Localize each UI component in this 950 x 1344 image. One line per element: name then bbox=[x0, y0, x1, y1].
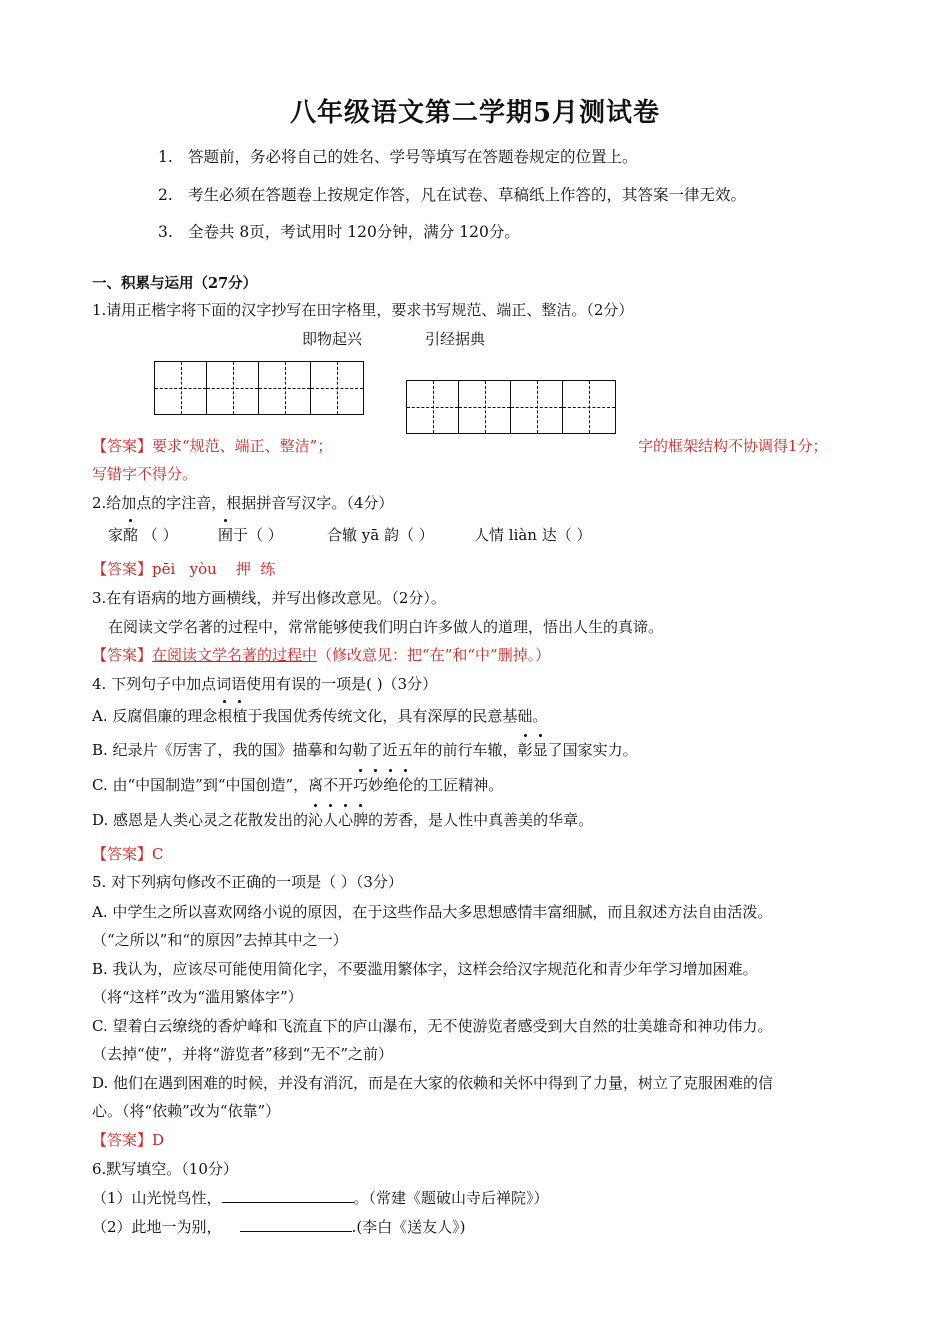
q5-option-a-note: （“之所以”和“的原因”去掉其中之一） bbox=[92, 931, 348, 949]
tian-cell[interactable] bbox=[207, 362, 259, 414]
q1-stem: 1.请用正楷字将下面的汉字抄写在田字格里，要求书写规范、端正、整洁。（2分） bbox=[92, 301, 634, 319]
tian-cell[interactable] bbox=[459, 381, 511, 433]
q1-answer-part-2: 字的框架结构不协调得1分； bbox=[638, 437, 828, 455]
q5-option-b-note: （将“这样”改为“滥用繁体字”） bbox=[92, 988, 303, 1006]
page-title: 八年级语文第二学期5月测试卷 bbox=[289, 98, 661, 128]
q4-stem: 4. 下列句子中加点词语使用有误的一项是( )（3分） bbox=[92, 675, 438, 693]
tian-grid-2[interactable] bbox=[406, 380, 616, 434]
q4-option-c: C. 由“中国制造”到“中国创造”，离不开巧妙绝伦的工匠精神。 bbox=[92, 776, 504, 794]
q2-item-3: 合辙 yā 韵（ ） bbox=[327, 526, 434, 544]
q4-option-a: A. 反腐倡廉的理念根植于我国优秀传统文化，具有深厚的民意基础。 bbox=[92, 707, 548, 725]
tian-cell[interactable] bbox=[511, 381, 563, 433]
q4-answer: 【答案】C bbox=[92, 845, 164, 863]
q1-word-2: 引经据典 bbox=[425, 330, 486, 348]
q3-answer: 【答案】在阅读文学名著的过程中（修改意见：把“在”和“中”删掉。） bbox=[92, 646, 551, 664]
instruction-2: 2. 考生必须在答题卷上按规定作答，凡在试卷、草稿纸上作答的，其答案一律无效。 bbox=[158, 186, 747, 204]
tian-cell[interactable] bbox=[311, 362, 363, 414]
tian-cell[interactable] bbox=[407, 381, 459, 433]
q5-option-a: A. 中学生之所以喜欢网络小说的原因，在于这些作品大多思想感情丰富细腻，而且叙述方法自由活泼。 bbox=[92, 903, 773, 921]
fill-blank[interactable] bbox=[240, 1217, 352, 1232]
q1-answer-part-1: 【答案】要求“规范、端正、整洁”； bbox=[92, 437, 333, 455]
q2-answer: 【答案】pēi yòu 押 练 bbox=[92, 560, 276, 578]
q4-option-d: D. 感恩是人类心灵之花散发出的沁人心脾的芳香，是人性中真善美的华章。 bbox=[92, 811, 594, 829]
section-heading: 一、积累与运用（27分） bbox=[92, 275, 258, 292]
q5-answer: 【答案】D bbox=[92, 1131, 165, 1149]
instruction-1: 1. 答题前，务必将自己的姓名、学号等填写在答题卷规定的位置上。 bbox=[158, 148, 638, 166]
q5-option-d-cont: 心。（将“依赖”改为“依靠”） bbox=[92, 1102, 281, 1120]
tian-cell[interactable] bbox=[259, 362, 311, 414]
q5-option-b: B. 我认为，应该尽可能使用简化字，不要滥用繁体字，这样会给汉字规范化和青少年学习增加困难。 bbox=[92, 960, 758, 978]
q5-option-c-note: （去掉“使”，并将“游览者”移到“无不”之前） bbox=[92, 1045, 394, 1063]
q1-answer-part-3: 写错字不得分。 bbox=[92, 465, 198, 483]
q4-option-b: B. 纪录片《厉害了，我的国》描摹和勾勒了近五年的前行车辙，彰显了国家实力。 bbox=[92, 741, 638, 759]
q2-item-2: 囿于（ ） bbox=[218, 526, 283, 544]
q3-stem: 3.在有语病的地方画横线，并写出修改意见。（2分）。 bbox=[92, 589, 446, 607]
instruction-3: 3. 全卷共 8页，考试用时 120分钟，满分 120分。 bbox=[158, 223, 520, 241]
q2-stem: 2.给加点的字注音，根据拼音写汉字。（4分） bbox=[92, 494, 394, 512]
q5-stem: 5. 对下列病句修改不正确的一项是（ ）（3分） bbox=[92, 873, 403, 891]
tian-grid-1[interactable] bbox=[154, 361, 364, 415]
q2-item-1: 家酩 （ ） bbox=[108, 526, 178, 544]
q5-option-c: C. 望着白云缭绕的香炉峰和飞流直下的庐山瀑布，无不使游览者感受到大自然的壮美雄奇和神功伟力。 bbox=[92, 1017, 773, 1035]
q6-stem: 6.默写填空。（10分） bbox=[92, 1160, 238, 1178]
q5-option-d: D. 他们在遇到困难的时候，并没有消沉，而是在大家的依赖和关怀中得到了力量，树立了克服困难的信 bbox=[92, 1074, 774, 1092]
q6-line-1: （1）山光悦鸟性， 。（常建《题破山寺后禅院》） bbox=[92, 1189, 549, 1207]
q1-word-1: 即物起兴 bbox=[302, 330, 363, 348]
fill-blank[interactable] bbox=[222, 1188, 354, 1203]
q6-line-2: （2）此地一为别， .(李白《送友人》) bbox=[92, 1218, 466, 1236]
tian-cell[interactable] bbox=[563, 381, 615, 433]
q3-sentence: 在阅读文学名著的过程中，常常能够使我们明白许多做人的道理，悟出人生的真谛。 bbox=[108, 618, 664, 636]
q2-item-4: 人情 liàn 达（ ） bbox=[474, 526, 592, 544]
tian-cell[interactable] bbox=[155, 362, 207, 414]
